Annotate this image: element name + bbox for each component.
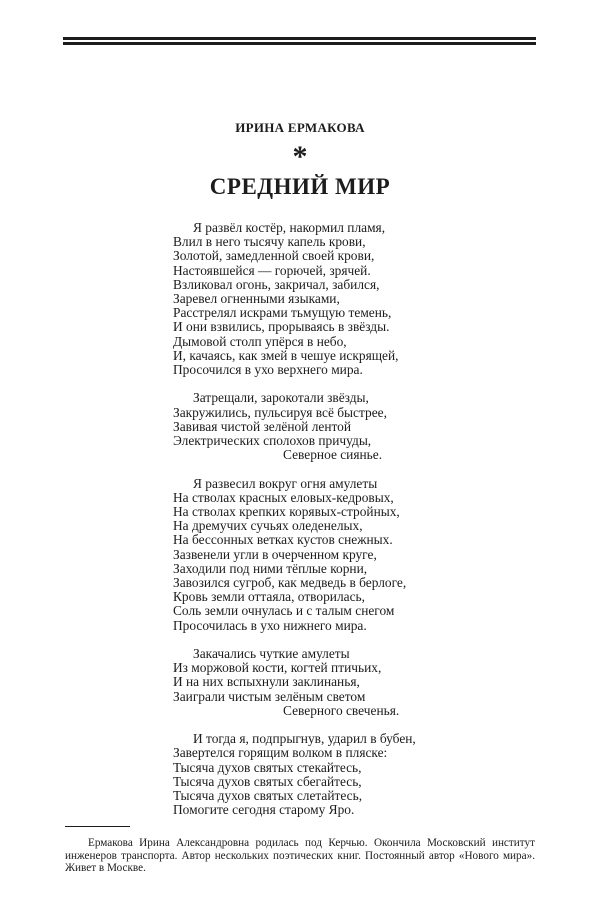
poem-line: И, качаясь, как змей в чешуе искрящей, <box>173 347 399 363</box>
poem-line: Просочился в ухо верхнего мира. <box>173 362 363 378</box>
poem-line: Завозился сугроб, как медведь в берлоге, <box>173 575 407 591</box>
poem-line: На стволах крепких корявых-стройных, <box>173 504 400 520</box>
stanza-1 <box>173 221 473 377</box>
poem-line: Тысяча духов святых слетайтесь, <box>173 788 363 804</box>
poem-line: Завертелся горящим волком в пляске: <box>173 745 388 761</box>
footnote-rule <box>65 826 130 827</box>
author-bio-footnote: Ермакова Ирина Александровна родилась под Керчью. Окончила Московский институт инженеров транспорта. Автор нескольких поэтических книг. Постоянный автор «Нового мира». Живет в Москве. <box>65 837 535 875</box>
poem-title: СРЕДНИЙ МИР <box>209 174 391 199</box>
poem-line: И тогда я, подпрыгнув, ударил в бубен, <box>193 731 416 747</box>
poem-line: Из моржовой кости, когтей птичьих, <box>173 660 382 676</box>
poem-line: Я развесил вокруг огня амулеты <box>193 475 378 491</box>
poem-line: Дымовой столп упёрся в небо, <box>173 333 347 349</box>
poem-line: Кровь земли оттаяла, отворилась, <box>173 589 365 605</box>
stanza-5 <box>173 732 473 817</box>
asterisk-ornament-icon: * <box>292 140 308 173</box>
poem-line: Заходили под ними тёплые корни, <box>173 560 368 576</box>
header-rule-bottom <box>63 42 536 45</box>
poem-line: Я развёл костёр, накормил пламя, <box>193 220 386 235</box>
poem-line-dropped: Северного свеченья. <box>283 702 400 718</box>
poem-line: Закружились, пульсируя всё быстрее, <box>173 404 387 420</box>
poem-line: Взликовал огонь, закричал, забился, <box>173 276 380 292</box>
poem-line: Закачались чуткие амулеты <box>193 646 350 662</box>
poem-line-dropped: Северное сиянье. <box>283 447 383 463</box>
poem-line: Золотой, замедленной своей крови, <box>173 248 375 264</box>
poem-line: И на них вспыхнули заклинанья, <box>173 674 360 690</box>
stanza-3 <box>173 477 473 633</box>
poem-line: Расстрелял искрами тьмущую темень, <box>173 305 392 321</box>
poem-line: Завивая чистой зелёной лентой <box>173 418 352 434</box>
poem-line: Соль земли очнулась и с талым снегом <box>173 603 395 619</box>
poem-line: Тысяча духов святых сбегайтесь, <box>173 773 362 789</box>
author-name: ИРИНА ЕРМАКОВА <box>235 120 365 135</box>
poem-line: На бессонных ветках кустов снежных. <box>173 532 393 548</box>
poem-line: Тысяча духов святых стекайтесь, <box>173 759 362 775</box>
poem-line: Заиграли чистым зелёным светом <box>173 688 366 704</box>
header-rule-top <box>63 37 536 40</box>
poem-line: Заревел огненными языками, <box>173 291 340 307</box>
poem-line: Настоявшейся — горючей, зрячей. <box>173 262 371 278</box>
poem-line: Зазвенели угли в очерченном круге, <box>173 546 377 562</box>
poem-line: И они взвились, прорываясь в звёзды. <box>173 319 390 335</box>
poem-line: На дремучих сучьях оледенелых, <box>173 518 363 534</box>
poem-line: На стволах красных еловых-кедровых, <box>173 489 394 505</box>
poem-body <box>173 221 473 832</box>
poem-line: Влил в него тысячу капель крови, <box>173 234 366 250</box>
poem-line: Затрещали, зарокотали звёзды, <box>193 390 369 406</box>
stanza-2 <box>173 391 473 462</box>
stanza-4 <box>173 647 473 718</box>
poem-line: Помогите сегодня старому Яро. <box>173 802 355 818</box>
poem-line: Просочилась в ухо нижнего мира. <box>173 617 367 633</box>
poem-line: Электрических сполохов причуды, <box>173 433 372 449</box>
